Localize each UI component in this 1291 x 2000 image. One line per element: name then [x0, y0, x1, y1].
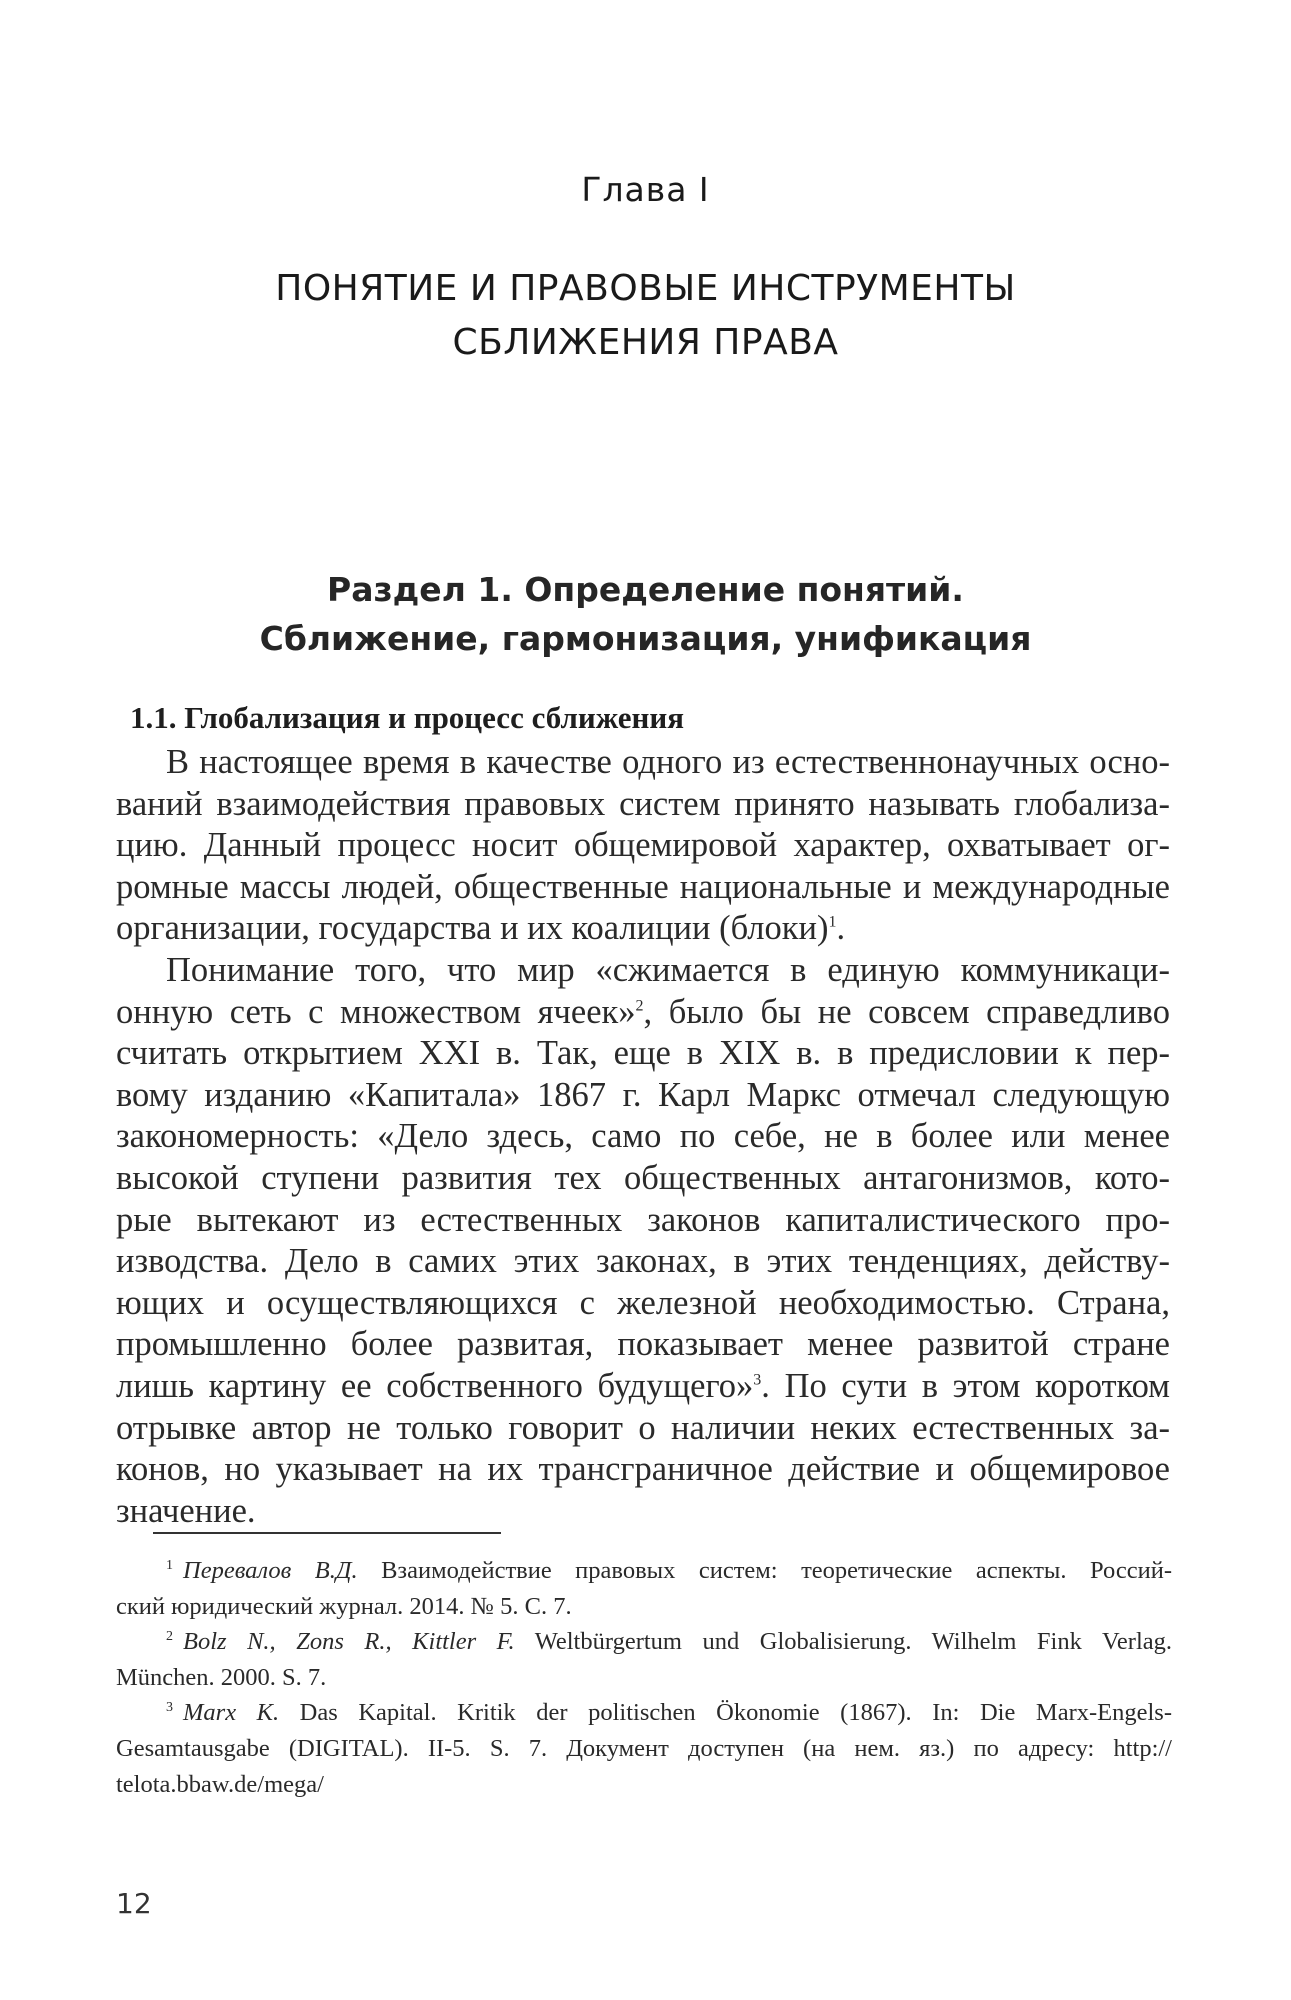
text-line: высокой ступени развития тех общественных антагонизмов, кото- [116, 1158, 1170, 1197]
footnote-1 [116, 1553, 1172, 1624]
footnote-ref: 2 [635, 997, 644, 1015]
section-title-line: Сближение, гармонизация, унификация [259, 619, 1032, 658]
text-line: В настоящее время в качестве одного из естественнонаучных осно- [166, 743, 1170, 781]
footnote-number: 2 [166, 1629, 173, 1645]
footnote-line [116, 1624, 1172, 1660]
footnotes [116, 1553, 1172, 1802]
footnote-number: 3 [166, 1700, 173, 1716]
section-title [0, 565, 1291, 663]
text-run: онную сеть с множеством ячеек» [116, 992, 636, 1031]
text-run: , было бы не совсем справедливо [643, 992, 1170, 1031]
footnote-author: Bolz N., Zons R., Kittler F. [183, 1628, 515, 1656]
text-line: изводства. Дело в самих этих законах, в этих тенденциях, действу- [116, 1242, 1170, 1281]
text-line: считать открытием XXI в. Так, еще в XIX в. в предисловии к пер- [116, 1034, 1170, 1073]
footnote-line [116, 1553, 1172, 1589]
text-line [116, 1366, 1170, 1408]
text-line [116, 908, 1170, 950]
footnote-line: telota.bbaw.de/mega/ [116, 1770, 324, 1798]
footnote-3 [116, 1695, 1172, 1802]
footnote-separator [153, 1532, 501, 1534]
footnote-line: ский юридический журнал. 2014. № 5. С. 7. [116, 1592, 572, 1620]
text-line: цию. Данный процесс носит общемировой характер, охватывает ог- [116, 826, 1170, 865]
text-line: вому изданию «Капитала» 1867 г. Карл Маркс отмечал следующую [116, 1075, 1170, 1114]
chapter-title-line: ПОНЯТИЕ И ПРАВОВЫЕ ИНСТРУМЕНТЫ [275, 268, 1016, 309]
footnote-author: Перевалов В.Д. [183, 1557, 358, 1584]
text-run: организации, государства и их коалиции (блоки) [116, 909, 829, 948]
text-run: Взаимодействие правовых систем: теоретические аспекты. Россий- [357, 1557, 1172, 1584]
footnote-line: München. 2000. S. 7. [116, 1663, 327, 1691]
footnote-2 [116, 1624, 1172, 1695]
paragraph-1 [116, 742, 1170, 950]
text-line: ромные массы людей, общественные национальные и международные [116, 867, 1170, 906]
text-line: рые вытекают из естественных законов капиталистического про- [116, 1200, 1170, 1239]
text-line [116, 992, 1170, 1034]
footnote-ref: 3 [753, 1371, 762, 1389]
page-number: 12 [116, 1887, 152, 1920]
footnote-line: Gesamtausgabe (DIGITAL). II-5. S. 7. Документ доступен (на нем. яз.) по адресу: http:// [116, 1734, 1172, 1762]
text-run: лишь картину ее собственного будущего» [116, 1366, 754, 1405]
text-run: Das Kapital. Kritik der politischen Ökonomie (1867). In: Die Marx-Engels- [279, 1699, 1172, 1727]
paragraph-2 [116, 950, 1170, 1532]
chapter-title [0, 262, 1291, 370]
chapter-label: Глава I [581, 170, 710, 209]
text-line: отрывке автор не только говорит о наличии неких естественных за- [116, 1408, 1170, 1447]
text-line: ющих и осуществляющихся с железной необходимостью. Страна, [116, 1283, 1170, 1322]
footnote-author: Marx K. [183, 1699, 280, 1727]
text-line: промышленно более развитая, показывает менее развитой стране [116, 1325, 1170, 1364]
text-line: Понимание того, что мир «сжимается в единую коммуникаци- [166, 951, 1170, 989]
section-title-line: Раздел 1. Определение понятий. [327, 570, 964, 609]
footnote-line [116, 1695, 1172, 1731]
footnote-number: 1 [166, 1557, 173, 1573]
text-run: . [836, 909, 846, 948]
text-line: значение. [116, 1491, 256, 1530]
text-line: закономерность: «Дело здесь, само по себе, не в более или менее [116, 1117, 1170, 1156]
chapter-title-line: СБЛИЖЕНИЯ ПРАВА [452, 322, 839, 363]
text-run: . По сути в этом коротком [761, 1366, 1170, 1405]
subsection-title: 1.1. Глобализация и процесс сближения [130, 700, 685, 735]
text-line: конов, но указывает на их трансграничное действие и общемировое [116, 1450, 1170, 1489]
text-run: Weltbürgertum und Globalisierung. Wilhelm Fink Verlag. [514, 1628, 1173, 1656]
text-line: ваний взаимодействия правовых систем принято называть глобализа- [116, 784, 1170, 823]
footnote-ref: 1 [828, 913, 837, 931]
